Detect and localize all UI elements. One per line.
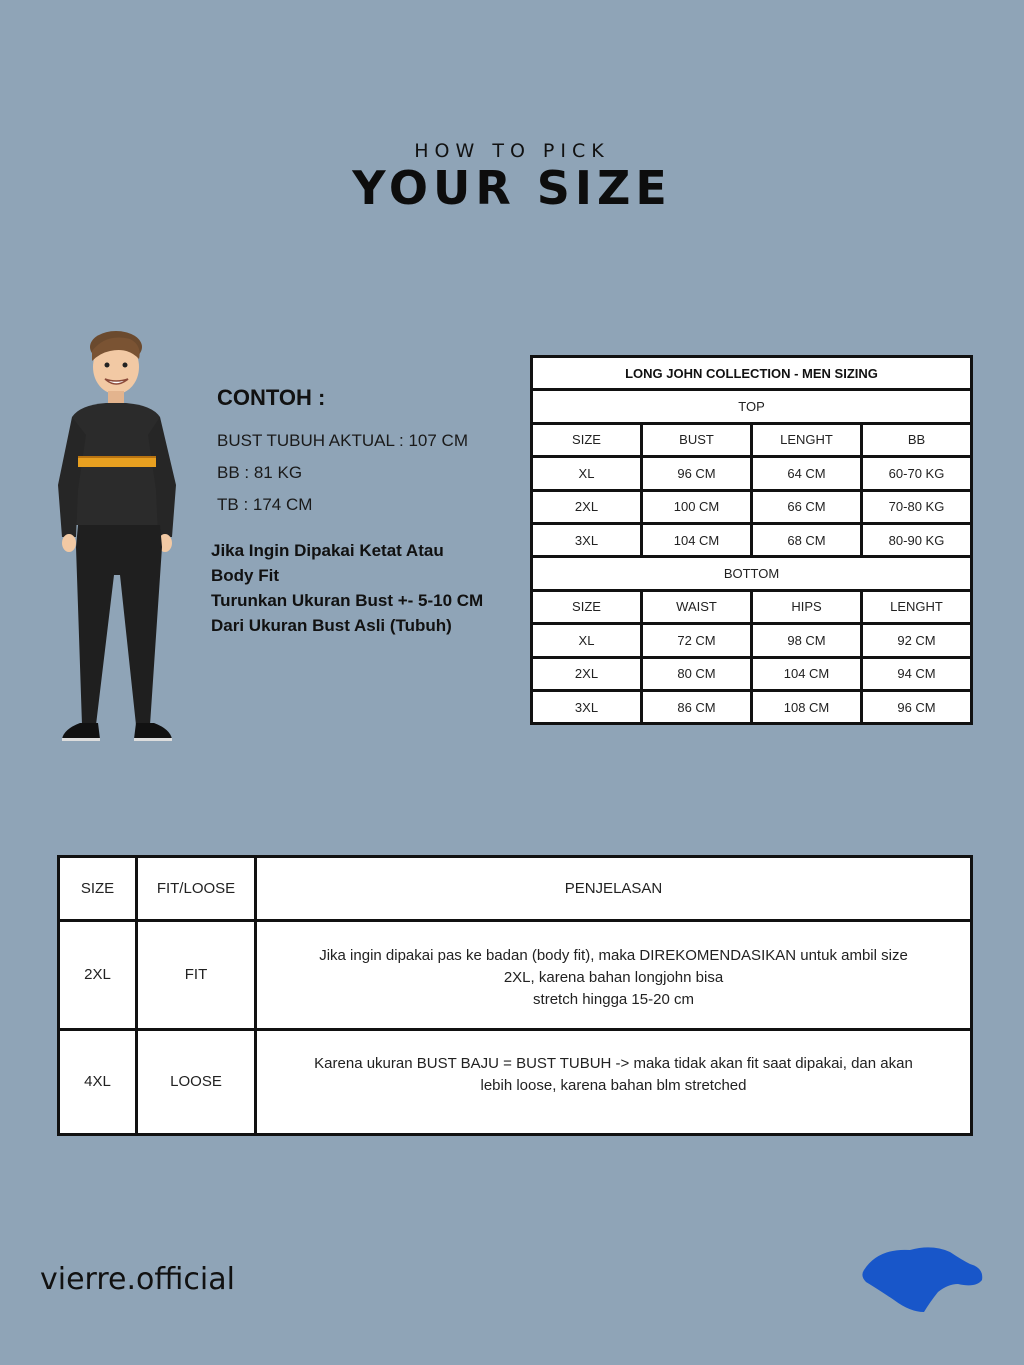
top-section-label: TOP bbox=[532, 390, 972, 423]
sizing-table-title: LONG JOHN COLLECTION - MEN SIZING bbox=[532, 357, 972, 390]
table-cell: 104 CM bbox=[752, 657, 862, 690]
table-cell: 80 CM bbox=[642, 657, 752, 690]
explanation-line: Karena ukuran BUST BAJU = BUST TUBUH -> maka tidak akan fit saat dipakai, dan akan bbox=[314, 1055, 913, 1072]
table-cell: 68 CM bbox=[752, 523, 862, 556]
table-row bbox=[532, 457, 972, 490]
bottom-section-label: BOTTOM bbox=[532, 557, 972, 590]
note-line: Body Fit bbox=[211, 566, 279, 585]
note-line: Dari Ukuran Bust Asli (Tubuh) bbox=[211, 616, 452, 635]
table-cell: 2XL bbox=[532, 490, 642, 523]
table-cell: FIT bbox=[137, 921, 256, 1030]
table-row bbox=[532, 657, 972, 690]
table-row bbox=[532, 690, 972, 723]
fit-loose-table bbox=[57, 855, 973, 1136]
table-cell: 96 CM bbox=[642, 457, 752, 490]
column-header: PENJELASAN bbox=[256, 857, 972, 921]
table-cell: 3XL bbox=[532, 523, 642, 556]
example-height: TB : 174 CM bbox=[217, 495, 313, 514]
table-cell: 64 CM bbox=[752, 457, 862, 490]
table-cell: 108 CM bbox=[752, 690, 862, 723]
table-cell: 96 CM bbox=[862, 690, 972, 723]
table-row bbox=[59, 921, 972, 1030]
note-line: Jika Ingin Dipakai Ketat Atau bbox=[211, 541, 444, 560]
table-cell: 2XL bbox=[532, 657, 642, 690]
example-title: CONTOH : bbox=[217, 385, 326, 410]
column-header: WAIST bbox=[642, 590, 752, 623]
column-header: LENGHT bbox=[862, 590, 972, 623]
table-row bbox=[532, 490, 972, 523]
example-block bbox=[217, 385, 517, 521]
table-row bbox=[532, 624, 972, 657]
explanation-line: lebih loose, karena bahan blm stretched bbox=[480, 1077, 747, 1094]
table-header-row bbox=[532, 590, 972, 623]
column-header: LENGHT bbox=[752, 423, 862, 456]
table-row bbox=[532, 523, 972, 556]
explanation-cell bbox=[256, 1030, 972, 1135]
table-cell: 3XL bbox=[532, 690, 642, 723]
note-line: Turunkan Ukuran Bust +- 5-10 CM bbox=[211, 591, 484, 610]
table-header-row bbox=[532, 423, 972, 456]
table-cell: 72 CM bbox=[642, 624, 752, 657]
header-subtitle: HOW TO PICK bbox=[414, 140, 610, 162]
page-header bbox=[0, 140, 1024, 214]
table-cell: 100 CM bbox=[642, 490, 752, 523]
table-cell: 66 CM bbox=[752, 490, 862, 523]
example-bust: BUST TUBUH AKTUAL : 107 CM bbox=[217, 431, 468, 450]
example-weight: BB : 81 KG bbox=[217, 463, 303, 482]
column-header: HIPS bbox=[752, 590, 862, 623]
men-sizing-table bbox=[530, 355, 973, 725]
table-cell: 98 CM bbox=[752, 624, 862, 657]
column-header: SIZE bbox=[532, 423, 642, 456]
man-measuring-figure-icon bbox=[50, 325, 190, 745]
table-row bbox=[59, 1030, 972, 1135]
table-cell: 2XL bbox=[59, 921, 137, 1030]
brand-handle: vierre.official bbox=[40, 1262, 235, 1297]
table-cell: 70-80 KG bbox=[862, 490, 972, 523]
column-header: FIT/LOOSE bbox=[137, 857, 256, 921]
explanation-line: stretch hingga 15-20 cm bbox=[533, 991, 694, 1008]
table-cell: XL bbox=[532, 624, 642, 657]
header-title: YOUR SIZE bbox=[352, 161, 672, 215]
table-header-row bbox=[59, 857, 972, 921]
table-cell: 94 CM bbox=[862, 657, 972, 690]
table-cell: 80-90 KG bbox=[862, 523, 972, 556]
blue-blob-logo-icon bbox=[858, 1240, 986, 1315]
table-cell: LOOSE bbox=[137, 1030, 256, 1135]
explanation-line: Jika ingin dipakai pas ke badan (body fit), maka DIREKOMENDASIKAN untuk ambil size bbox=[319, 947, 908, 964]
column-header: BB bbox=[862, 423, 972, 456]
table-cell: 104 CM bbox=[642, 523, 752, 556]
table-cell: 60-70 KG bbox=[862, 457, 972, 490]
table-cell: 92 CM bbox=[862, 624, 972, 657]
column-header: SIZE bbox=[59, 857, 137, 921]
column-header: BUST bbox=[642, 423, 752, 456]
table-cell: 4XL bbox=[59, 1030, 137, 1135]
column-header: SIZE bbox=[532, 590, 642, 623]
table-cell: XL bbox=[532, 457, 642, 490]
explanation-cell bbox=[256, 921, 972, 1030]
fit-note bbox=[211, 538, 521, 638]
table-cell: 86 CM bbox=[642, 690, 752, 723]
explanation-line: 2XL, karena bahan longjohn bisa bbox=[503, 969, 724, 986]
